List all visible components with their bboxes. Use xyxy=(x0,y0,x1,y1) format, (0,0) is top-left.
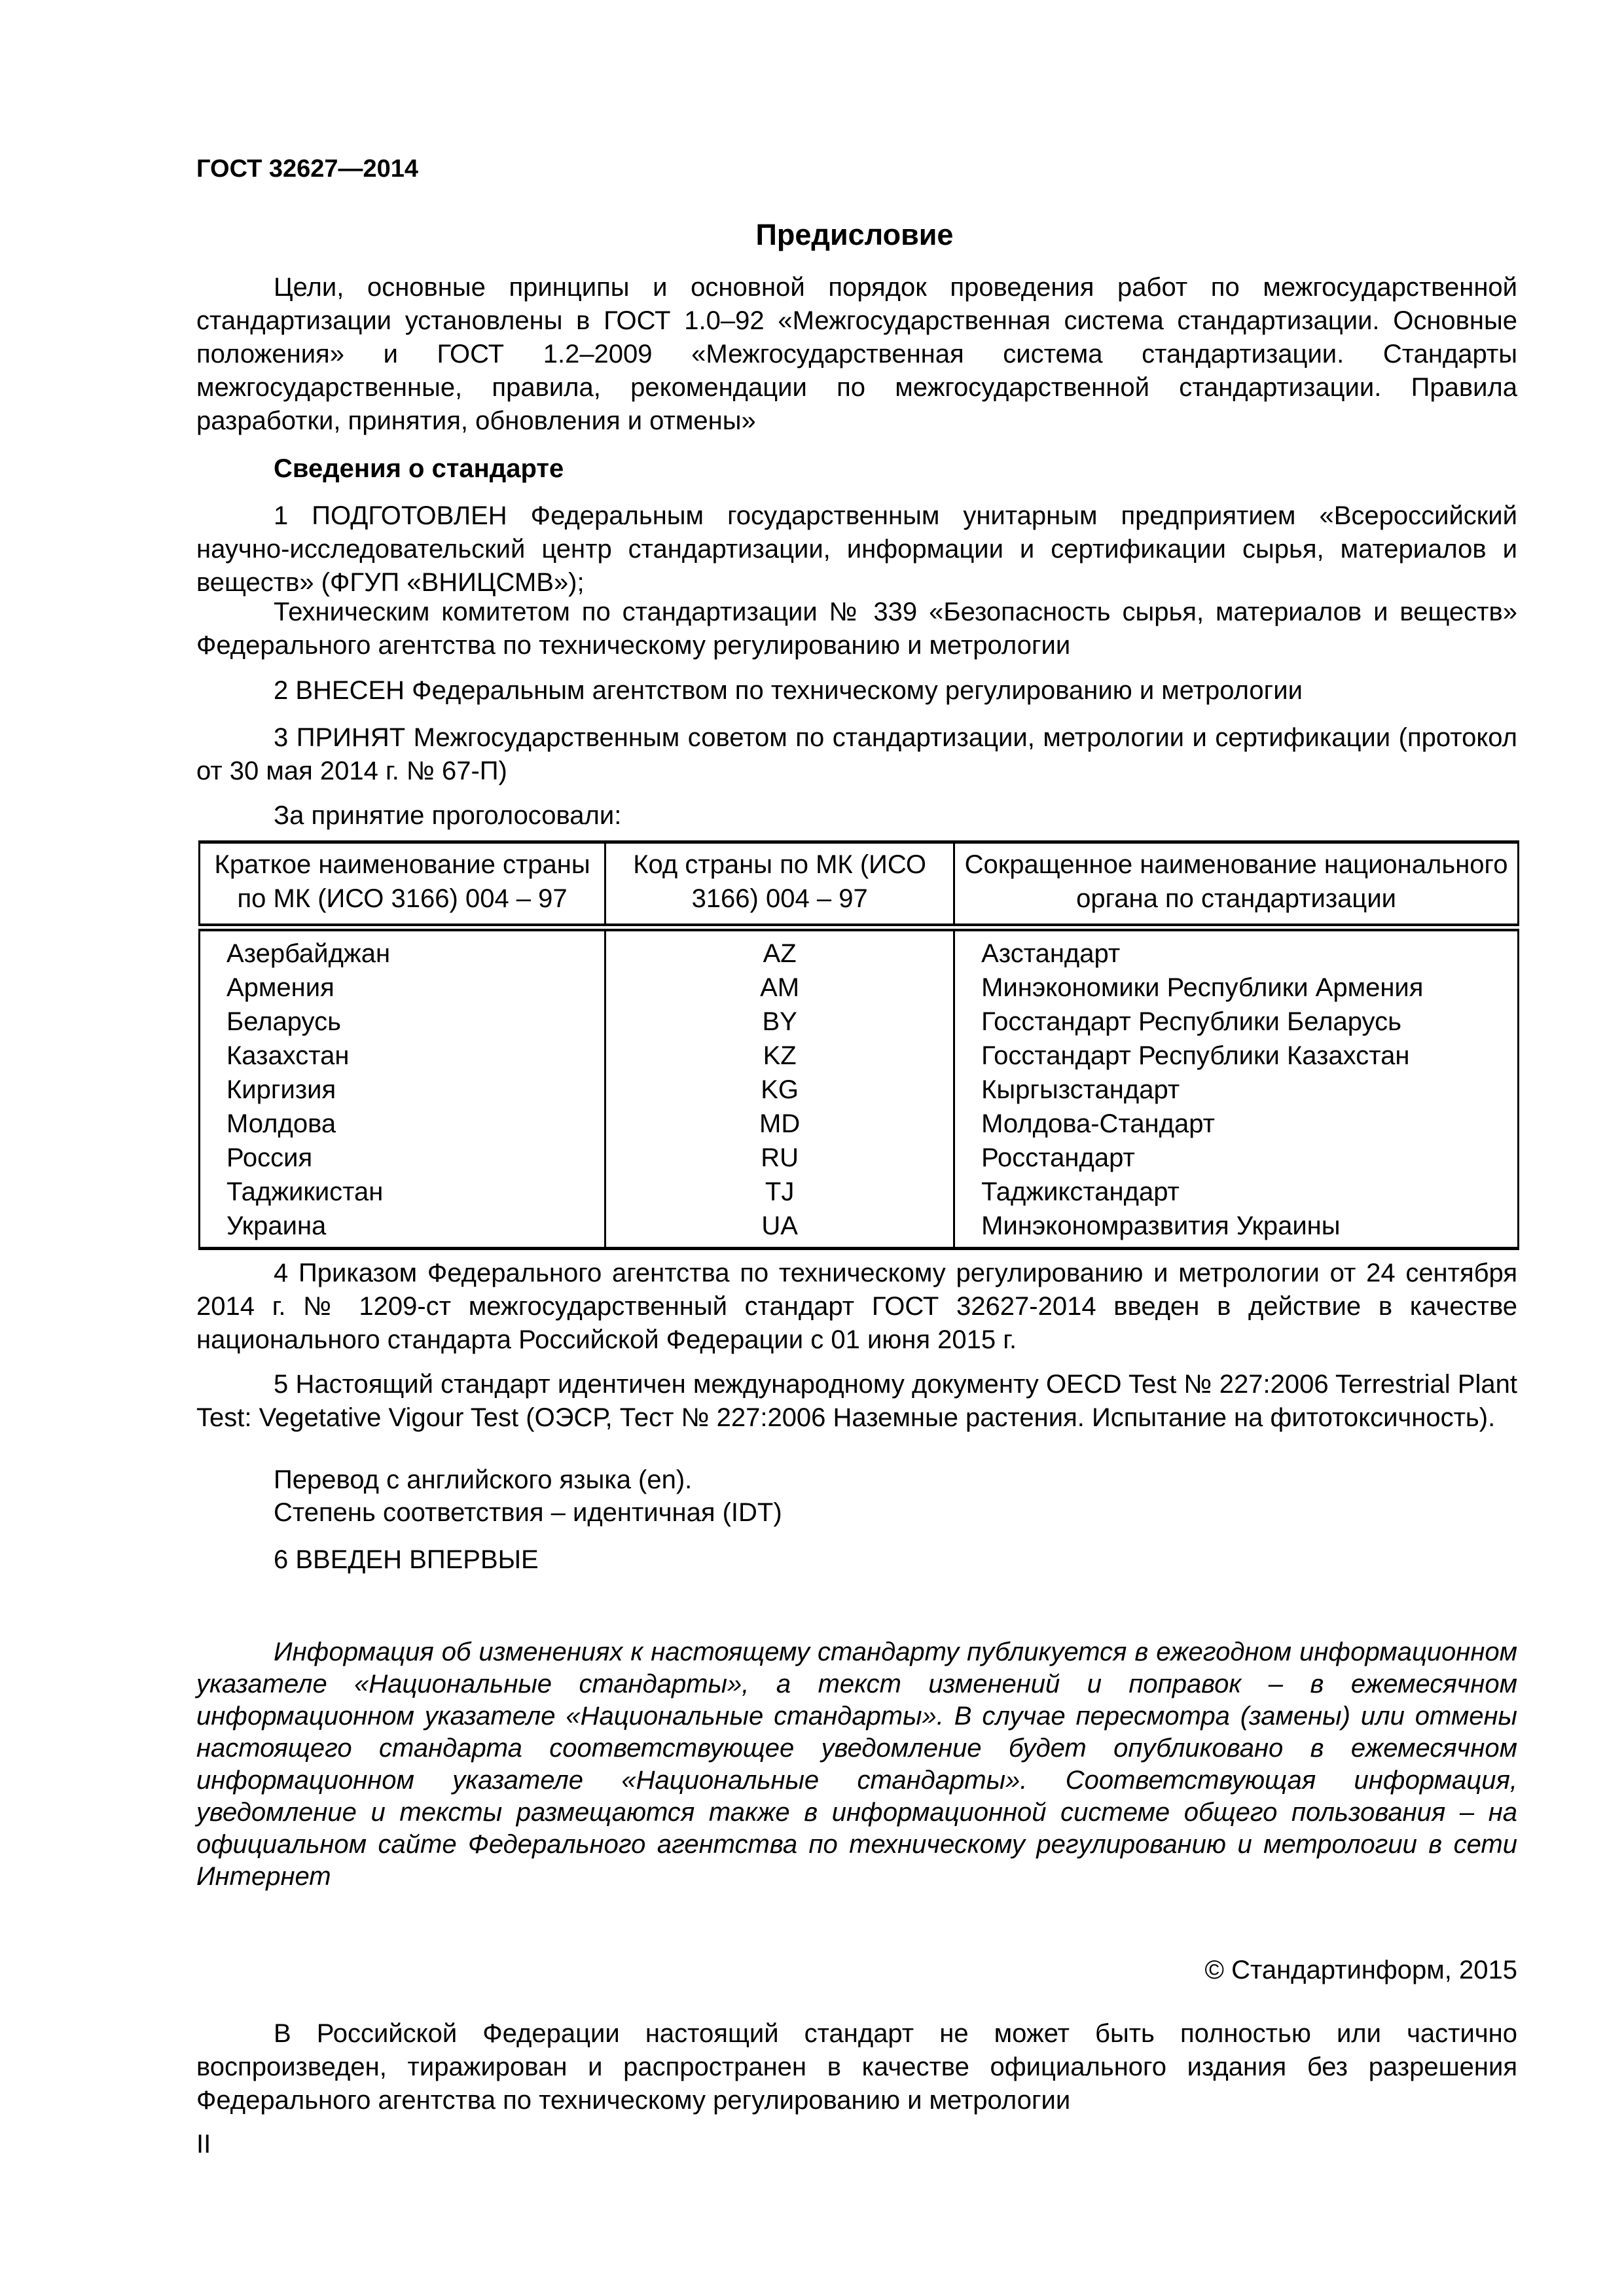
page-number: II xyxy=(196,2130,211,2159)
body-cell: Кыргызстандарт xyxy=(954,1073,1519,1107)
changes-notice: Информация об изменениях к настоящему стандарту публикуется в ежегодном информационном указателе «Национальные стандарты», а текст изменений и поправок – в ежемесячном информационном указателе «Национальные стандарты». В случае пересмотра (замены) или отмены настоящего стандарта соответствующее уведомление будет опубликовано в ежемесячном информационном указателе «Национальные стандарты». Соответствующая информация, уведомление и тексты размещаются также в информационной системе общего пользования – на официальном сайте Федерального агентства по техническому регулированию и метрологии в сети Интернет xyxy=(196,1638,1517,1891)
code-cell: KG xyxy=(605,1073,954,1107)
code-cell: MD xyxy=(605,1107,954,1141)
country-cell: Киргизия xyxy=(200,1073,605,1107)
item-3: 3 ПРИНЯТ Межгосударственным советом по стандартизации, метрологии и сертификации (протокол от 30 мая 2014 г. № 67-П) xyxy=(196,723,1517,785)
item-1: 1 ПОДГОТОВЛЕН Федеральным государственным унитарным предприятием «Всероссийский научно-исследовательский центр стандартизации, информации и сертификации сырья, материалов и веществ» (ФГУП «ВНИЦСМВ»); xyxy=(196,501,1517,597)
code-cell: RU xyxy=(605,1141,954,1175)
body-cell: Молдова-Стандарт xyxy=(954,1107,1519,1141)
voting-table-wrapper xyxy=(198,840,1519,1250)
body-cell: Азстандарт xyxy=(954,927,1519,971)
rights-notice: В Российской Федерации настоящий стандарт не может быть полностью или частично воспроизведен, тиражирован и распространен в качестве официального издания без разрешения Федерального агентства по техническому регулированию и метрологии xyxy=(196,2019,1517,2115)
code-cell: BY xyxy=(605,1005,954,1039)
item-6: 6 ВВЕДЕН ВПЕРВЫЕ xyxy=(274,1545,539,1574)
body-cell: Минэкономики Республики Армения xyxy=(954,971,1519,1005)
header-body: Сокращенное наименование национального органа по стандартизации xyxy=(954,842,1519,928)
code-cell: UA xyxy=(605,1209,954,1249)
body-cell: Минэкономразвития Украины xyxy=(954,1209,1519,1249)
body-cell: Росстандарт xyxy=(954,1141,1519,1175)
table-row xyxy=(200,927,1519,971)
table-row xyxy=(200,971,1519,1005)
table-row xyxy=(200,1073,1519,1107)
table-row xyxy=(200,1039,1519,1073)
item-5-translation: Перевод с английского языка (en). xyxy=(274,1465,693,1494)
country-cell: Молдова xyxy=(200,1107,605,1141)
country-cell: Азербайджан xyxy=(200,927,605,971)
header-country: Краткое наименование страны по МК (ИСО 3166) 004 – 97 xyxy=(200,842,605,928)
document-header: ГОСТ 32627—2014 xyxy=(196,155,419,183)
code-cell: TJ xyxy=(605,1175,954,1209)
code-cell: AM xyxy=(605,971,954,1005)
copyright: © Стандартинформ, 2015 xyxy=(1204,1956,1517,1984)
table-row xyxy=(200,1175,1519,1209)
page-title: Предисловие xyxy=(755,218,954,251)
country-cell: Украина xyxy=(200,1209,605,1249)
item-5: 5 Настоящий стандарт идентичен международному документу OECD Test № 227:2006 Terrestrial Plant Test: Vegetative Vigour Test (ОЭСР, Тест № 227:2006 Наземные растения. Испытание на фитотоксичность). xyxy=(196,1370,1517,1432)
body-cell: Госстандарт Республики Казахстан xyxy=(954,1039,1519,1073)
table-row xyxy=(200,1141,1519,1175)
voting-table xyxy=(198,840,1519,1250)
country-cell: Армения xyxy=(200,971,605,1005)
item-2: 2 ВНЕСЕН Федеральным агентством по техническому регулированию и метрологии xyxy=(274,676,1303,705)
item-5-conformity: Степень соответствия – идентичная (IDT) xyxy=(274,1498,782,1527)
table-row xyxy=(200,1209,1519,1249)
table-header-row xyxy=(200,842,1519,928)
info-heading: Сведения о стандарте xyxy=(274,454,564,483)
vote-label: За принятие проголосовали: xyxy=(274,801,622,830)
header-code: Код страны по МК (ИСО 3166) 004 – 97 xyxy=(605,842,954,928)
intro-paragraph: Цели, основные принципы и основной порядок проведения работ по межгосударственной стандартизации установлены в ГОСТ 1.0–92 «Межгосударственная система стандартизации. Основные положения» и ГОСТ 1.2–2009 «Межгосударственная система стандартизации. Стандарты межгосударственные, правила, рекомендации по межгосударственной стандартизации. Правила разработки, принятия, обновления и отмены» xyxy=(196,273,1517,435)
code-cell: KZ xyxy=(605,1039,954,1073)
country-cell: Таджикистан xyxy=(200,1175,605,1209)
item-4: 4 Приказом Федерального агентства по техническому регулированию и метрологии от 24 сентября 2014 г. № 1209-ст межгосударственный стандарт ГОСТ 32627-2014 введен в действие в качестве национального стандарта Российской Федерации с 01 июня 2015 г. xyxy=(196,1259,1517,1354)
item-1-committee: Техническим комитетом по стандартизации № 339 «Безопасность сырья, материалов и веществ» Федерального агентства по техническому регулированию и метрологии xyxy=(196,598,1517,660)
body-cell: Таджикстандарт xyxy=(954,1175,1519,1209)
country-cell: Казахстан xyxy=(200,1039,605,1073)
table-row xyxy=(200,1005,1519,1039)
body-cell: Госстандарт Республики Беларусь xyxy=(954,1005,1519,1039)
code-cell: AZ xyxy=(605,927,954,971)
country-cell: Беларусь xyxy=(200,1005,605,1039)
country-cell: Россия xyxy=(200,1141,605,1175)
table-row xyxy=(200,1107,1519,1141)
